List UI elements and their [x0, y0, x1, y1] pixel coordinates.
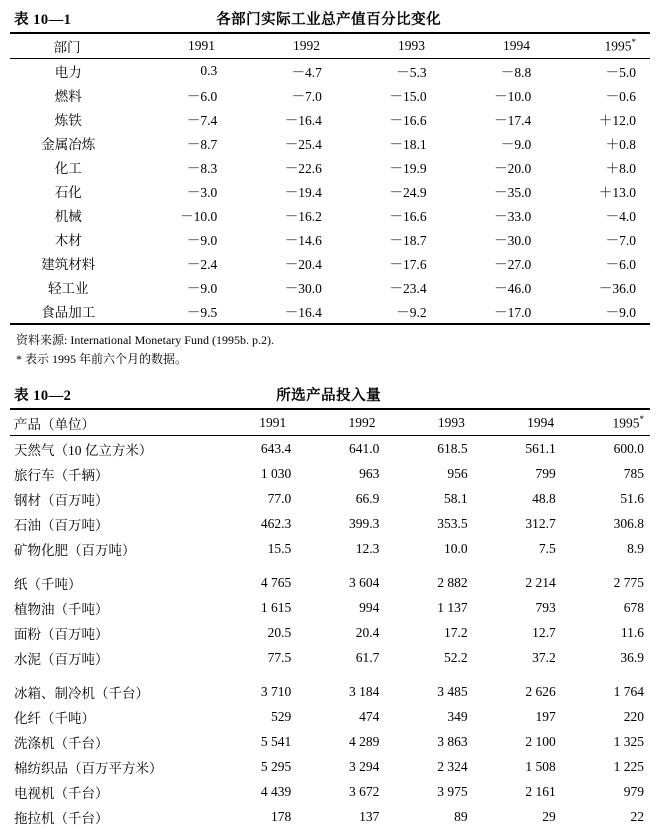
cell: 22	[630, 808, 644, 824]
cell: －6.0	[605, 257, 636, 272]
cell: 3 672	[349, 783, 380, 799]
table-2-col-5	[560, 410, 650, 435]
cell: －20.4	[284, 257, 322, 272]
table-1-col-0: 部门	[53, 40, 81, 55]
row-label: 石化	[54, 185, 82, 200]
cell: 306.8	[613, 515, 644, 531]
cell: －9.0	[605, 305, 636, 320]
cell: 561.1	[525, 440, 556, 456]
table-1-col-5-superscript: *	[631, 37, 636, 48]
row-label: 石油（百万吨）	[14, 517, 109, 533]
cell: 956	[447, 465, 468, 481]
cell: －9.0	[500, 137, 532, 152]
cell: 8.9	[627, 540, 644, 556]
cell: 58.1	[443, 490, 468, 506]
cell: －30.0	[494, 233, 532, 248]
cell: －19.9	[389, 161, 427, 176]
table-row	[10, 179, 650, 203]
cell: 220	[623, 708, 644, 724]
row-label: 电视机（千台）	[14, 785, 109, 801]
table-2-header	[10, 384, 650, 408]
cell: 1 325	[613, 733, 644, 749]
cell: 52.2	[443, 649, 468, 665]
cell: －19.4	[284, 185, 322, 200]
table-row	[10, 227, 650, 251]
cell: －9.0	[186, 233, 218, 248]
cell: －23.4	[389, 281, 427, 296]
cell: －16.4	[284, 305, 322, 320]
table-row	[10, 729, 650, 754]
cell: －9.2	[396, 305, 427, 320]
table-row	[10, 804, 650, 829]
cell: －8.7	[186, 137, 218, 152]
cell: 994	[359, 599, 380, 615]
table-1-col-3: 1993	[398, 38, 426, 53]
cell: －9.5	[186, 305, 218, 320]
table-row	[10, 754, 650, 779]
table-row	[10, 251, 650, 275]
table-2-col-5-label: 1995	[612, 415, 640, 431]
cell: 15.5	[267, 540, 292, 556]
table-1-col-4: 1994	[503, 38, 531, 53]
cell: 785	[623, 465, 644, 481]
cell: －14.6	[284, 233, 322, 248]
row-label: 化工	[54, 161, 82, 176]
cell: 0.3	[200, 63, 218, 78]
cell: ＋13.0	[598, 185, 636, 200]
cell: －35.0	[494, 185, 532, 200]
table-1-header-row	[10, 34, 650, 58]
cell: －8.8	[500, 65, 532, 80]
table-2-head	[10, 410, 650, 435]
table-1-block	[10, 8, 650, 368]
table-row	[10, 595, 650, 620]
cell: －9.0	[186, 281, 218, 296]
cell: 963	[359, 465, 380, 481]
cell: －10.0	[494, 89, 532, 104]
table-1	[10, 34, 650, 58]
cell: －30.0	[284, 281, 322, 296]
table-row	[10, 59, 650, 83]
cell: 178	[270, 808, 292, 824]
cell: －17.6	[389, 257, 427, 272]
cell: 5 541	[260, 733, 292, 749]
row-label: 机械	[54, 209, 82, 224]
table-row	[10, 570, 650, 595]
cell: 799	[535, 465, 556, 481]
table-row	[10, 436, 650, 461]
cell: 37.2	[532, 649, 556, 665]
row-label: 化纤（千吨）	[14, 710, 95, 726]
cell: 600.0	[613, 440, 644, 456]
cell: 618.5	[437, 440, 468, 456]
cell: 3 485	[437, 683, 468, 699]
cell: 4 289	[349, 733, 380, 749]
cell: 89	[454, 808, 468, 824]
cell: －16.4	[284, 113, 322, 128]
table-row	[10, 536, 650, 561]
cell: 29	[542, 808, 556, 824]
cell: 2 161	[525, 783, 556, 799]
cell: 349	[447, 708, 468, 724]
cell: 12.7	[532, 624, 556, 640]
cell: 1 508	[525, 758, 556, 774]
cell: －16.6	[389, 113, 427, 128]
row-label: 冰箱、制冷机（千台）	[14, 685, 149, 701]
cell: －33.0	[494, 209, 532, 224]
cell: 51.6	[620, 490, 644, 506]
cell: 1 030	[260, 465, 292, 481]
cell: 2 882	[437, 574, 468, 590]
cell: 48.8	[532, 490, 556, 506]
cell: 11.6	[620, 624, 644, 640]
cell: 678	[623, 599, 644, 615]
table-2-col-5-superscript: *	[639, 413, 644, 424]
table-2-title: 所选产品投入量	[276, 388, 382, 405]
table-2-block	[10, 384, 650, 829]
cell: ＋8.0	[605, 161, 636, 176]
cell: －20.0	[494, 161, 532, 176]
cell: 12.3	[355, 540, 380, 556]
row-label: 轻工业	[48, 281, 89, 296]
cell: －36.0	[598, 281, 636, 296]
cell: －46.0	[494, 281, 532, 296]
table-2-body	[10, 436, 650, 829]
table-row	[10, 155, 650, 179]
cell: 2 626	[525, 683, 556, 699]
cell: －17.0	[494, 305, 532, 320]
cell: －25.4	[284, 137, 322, 152]
table-1-number: 表 10—1	[14, 12, 72, 28]
cell: 3 604	[349, 574, 380, 590]
cell: －22.6	[284, 161, 322, 176]
cell: －8.3	[186, 161, 218, 176]
row-label: 炼铁	[54, 113, 82, 128]
cell: 66.9	[355, 490, 380, 506]
cell: －27.0	[494, 257, 532, 272]
table-1-notes	[10, 325, 650, 368]
table-row	[10, 203, 650, 227]
cell: 197	[535, 708, 556, 724]
cell: ＋12.0	[598, 113, 636, 128]
cell: 17.2	[443, 624, 468, 640]
row-label: 面粉（百万吨）	[14, 626, 109, 642]
cell: －18.1	[389, 137, 427, 152]
row-label: 纸（千吨）	[14, 576, 82, 592]
cell: 3 294	[349, 758, 380, 774]
row-label: 电力	[54, 65, 82, 80]
cell: 5 295	[260, 758, 292, 774]
cell: 3 184	[349, 683, 380, 699]
cell: 3 710	[260, 683, 292, 699]
cell: 2 100	[525, 733, 556, 749]
cell: －17.4	[494, 113, 532, 128]
cell: 312.7	[525, 515, 556, 531]
row-label: 天然气（10 亿立方米）	[14, 442, 153, 458]
table-1-col-5	[544, 34, 650, 58]
table-row	[10, 131, 650, 155]
row-label: 矿物化肥（百万吨）	[14, 542, 136, 558]
cell: 3 975	[437, 783, 468, 799]
cell: －3.0	[186, 185, 218, 200]
table-row	[10, 486, 650, 511]
table-1-source-note: 资料来源: International Monetary Fund (1995b. p.2).	[16, 333, 274, 347]
table-row	[10, 461, 650, 486]
row-label: 燃料	[54, 89, 82, 104]
table-row	[10, 679, 650, 704]
row-label: 洗涤机（千台）	[14, 735, 109, 751]
table-row	[10, 779, 650, 804]
table-row-spacer	[10, 670, 650, 679]
row-label: 建筑材料	[41, 257, 96, 272]
cell: 641.0	[349, 440, 380, 456]
cell: 353.5	[437, 515, 468, 531]
cell: 4 765	[260, 574, 292, 590]
table-row	[10, 704, 650, 729]
table-2-header-row	[10, 410, 650, 435]
cell: 7.5	[538, 540, 556, 556]
cell: 4 439	[260, 783, 292, 799]
cell: 137	[359, 808, 380, 824]
cell: －0.6	[605, 89, 636, 104]
cell: 1 137	[437, 599, 468, 615]
cell: 77.5	[267, 649, 292, 665]
cell: －4.0	[605, 209, 636, 224]
table-2-col-2: 1992	[348, 414, 376, 430]
cell: －5.3	[396, 65, 427, 80]
cell: －5.0	[605, 65, 636, 80]
cell: 2 324	[437, 758, 468, 774]
table-row	[10, 107, 650, 131]
cell: －7.4	[186, 113, 218, 128]
cell: 643.4	[260, 440, 292, 456]
row-label: 木材	[54, 233, 82, 248]
cell: 20.5	[267, 624, 292, 640]
table-1-col-5-label: 1995	[604, 38, 632, 54]
table-2-col-4: 1994	[527, 414, 555, 430]
cell: 399.3	[349, 515, 380, 531]
cell: 1 225	[613, 758, 644, 774]
table-1-footnote: * 表示 1995 年前六个月的数据。	[16, 351, 188, 366]
cell: －15.0	[389, 89, 427, 104]
table-1-title: 各部门实际工业总产值百分比变化	[216, 12, 442, 28]
table-row-spacer	[10, 561, 650, 570]
table-2-col-1: 1991	[259, 414, 287, 430]
cell: 61.7	[355, 649, 380, 665]
cell: 20.4	[355, 624, 380, 640]
row-label: 拖拉机（千台）	[14, 810, 109, 826]
cell: －24.9	[389, 185, 427, 200]
cell: 793	[535, 599, 556, 615]
cell: 474	[359, 708, 380, 724]
table-2-number: 表 10—2	[14, 388, 72, 405]
cell: ＋0.8	[605, 137, 636, 152]
cell: －7.0	[605, 233, 636, 248]
block-gap	[10, 368, 650, 384]
row-label: 旅行车（千辆）	[14, 467, 109, 483]
cell: 2 775	[613, 574, 644, 590]
table-1-col-1: 1991	[187, 38, 215, 53]
table-row	[10, 645, 650, 670]
cell: 979	[623, 783, 644, 799]
cell: －4.7	[291, 65, 322, 80]
table-row	[10, 83, 650, 107]
cell: 10.0	[443, 540, 468, 556]
cell: 1 615	[260, 599, 292, 615]
cell: －7.0	[291, 89, 322, 104]
cell: －10.0	[180, 209, 218, 224]
cell: 3 863	[437, 733, 468, 749]
table-2-col-0: 产品（单位）	[14, 416, 95, 432]
row-label: 金属冶炼	[41, 137, 96, 152]
cell: －6.0	[186, 89, 218, 104]
table-1-col-2: 1992	[293, 38, 320, 53]
cell: 529	[270, 708, 292, 724]
table-row	[10, 620, 650, 645]
cell: －2.4	[186, 257, 218, 272]
row-label: 食品加工	[41, 305, 96, 320]
cell: 462.3	[260, 515, 292, 531]
cell: －18.7	[389, 233, 427, 248]
table-row	[10, 299, 650, 323]
row-label: 棉纺织品（百万平方米）	[14, 760, 163, 776]
row-label: 植物油（千吨）	[14, 601, 109, 617]
table-row	[10, 275, 650, 299]
table-1-body	[10, 59, 650, 323]
table-row	[10, 511, 650, 536]
cell: 2 214	[525, 574, 556, 590]
row-label: 水泥（百万吨）	[14, 651, 109, 667]
cell: 1 764	[613, 683, 644, 699]
table-1-header	[10, 8, 650, 32]
cell: 77.0	[267, 490, 292, 506]
table-2-col-3: 1993	[437, 414, 465, 430]
row-label: 钢材（百万吨）	[14, 492, 109, 508]
cell: 36.9	[620, 649, 644, 665]
cell: －16.2	[284, 209, 322, 224]
cell: －16.6	[389, 209, 427, 224]
